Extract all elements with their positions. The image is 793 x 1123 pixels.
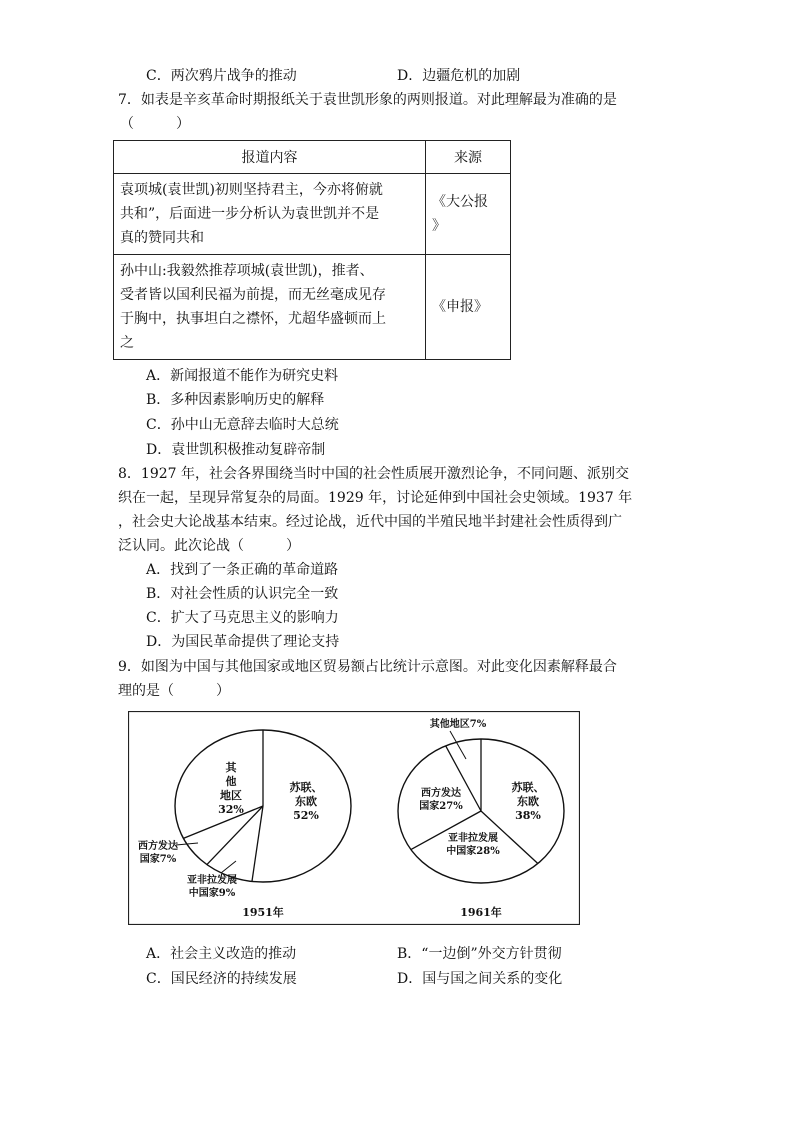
table-row (114, 255, 511, 360)
trade-pie-charts (128, 711, 580, 925)
q6-option-d: D．边疆危机的加剧 (397, 68, 521, 84)
q9-option-c: C．国民经济的持续发展 (146, 971, 297, 987)
q9-option-a: A．社会主义改造的推动 (146, 946, 297, 962)
q7-stem: 7．如表是辛亥革命时期报纸关于袁世凯形象的两则报道。对此理解最为准确的是 (118, 92, 617, 108)
row1-line3: 真的赞同共和 (120, 230, 204, 246)
row2-content (114, 255, 426, 360)
q8-stem-line3: ，社会史大论战基本结束。经过论战，近代中国的半殖民地半封建社会性质得到广 (118, 514, 622, 530)
q9-option-d: D．国与国之间关系的变化 (397, 971, 563, 987)
row1-source (426, 174, 511, 255)
header-content: 报道内容 (114, 141, 426, 174)
pie-slice-label: 西方发达国家27% (419, 788, 463, 812)
pie-slice-label: 西方发达国家7% (138, 841, 178, 865)
q7-option-b: B．多种因素影响历史的解释 (146, 392, 325, 408)
row2-line4: 之 (120, 335, 134, 351)
pie-slice-label: 亚非拉发展中国家9% (187, 875, 237, 899)
row1-source-line2: 》 (432, 218, 446, 234)
row2-source (426, 255, 511, 360)
pie-chart-svg (128, 711, 580, 925)
table-row (114, 174, 511, 255)
q8-option-a: A．找到了一条正确的革命道路 (146, 562, 339, 578)
q9-stem: 9．如图为中国与其他国家或地区贸易额占比统计示意图。对此变化因素解释最合 (118, 659, 617, 675)
row2-line3: 于胸中，执事坦白之襟怀，尤超华盛顿而上 (120, 311, 386, 327)
q7-option-c: C．孙中山无意辞去临时大总统 (146, 417, 339, 433)
q7-option-d: D．袁世凯积极推动复辟帝制 (146, 442, 326, 458)
q8-option-c: C．扩大了马克思主义的影响力 (146, 610, 339, 626)
row1-line2: 共和”，后面进一步分析认为袁世凯并不是 (120, 206, 380, 222)
q8-stem-line1: 8．1927 年，社会各界围绕当时中国的社会性质展开激烈论争，不同问题、派别交 (118, 466, 629, 482)
row1-source-line1: 《大公报 (432, 194, 488, 210)
q7-answer-blank: （ ） (120, 116, 190, 132)
pie-slice-label: 其他地区7% (429, 719, 487, 730)
pie-slice-label: 亚非拉发展中国家28% (446, 833, 500, 857)
q9-answer-blank: 理的是（ ） (118, 683, 230, 699)
pie-slice-label: 苏联、东欧 52% (289, 781, 323, 822)
q9-option-b: B．“一边倒”外交方针贯彻 (397, 946, 562, 962)
q7-news-table (113, 140, 511, 360)
pie-slice-label: 苏联、东欧 38% (511, 781, 545, 822)
q8-option-d: D．为国民革命提供了理论支持 (146, 634, 340, 650)
header-source: 来源 (426, 141, 511, 174)
table-header-row (114, 141, 511, 174)
pie-year-label: 1961年 (460, 906, 502, 919)
q8-stem-line2: 织在一起，呈现异常复杂的局面。1929 年，讨论延伸到中国社会史领域。1937 年 (118, 490, 633, 506)
q6-option-c: C．两次鸦片战争的推动 (146, 68, 297, 84)
row1-line1: 袁项城(袁世凯)初则坚持君主，今亦将俯就 (120, 182, 383, 198)
q8-stem-line4: 泛认同。此次论战（ ） (118, 538, 300, 554)
row1-content (114, 174, 426, 255)
pie-year-label: 1951年 (242, 906, 284, 919)
q7-option-a: A．新闻报道不能作为研究史料 (146, 368, 339, 384)
row2-line2: 受者皆以国利民福为前提，而无丝毫成见存 (120, 287, 386, 303)
pie-slice-label: 其他地区 32% (218, 761, 244, 816)
row2-source-line1: 《申报》 (432, 299, 488, 315)
q8-option-b: B．对社会性质的认识完全一致 (146, 586, 339, 602)
row2-line1: 孙中山:我毅然推荐项城(袁世凯)，推者、 (120, 263, 374, 279)
